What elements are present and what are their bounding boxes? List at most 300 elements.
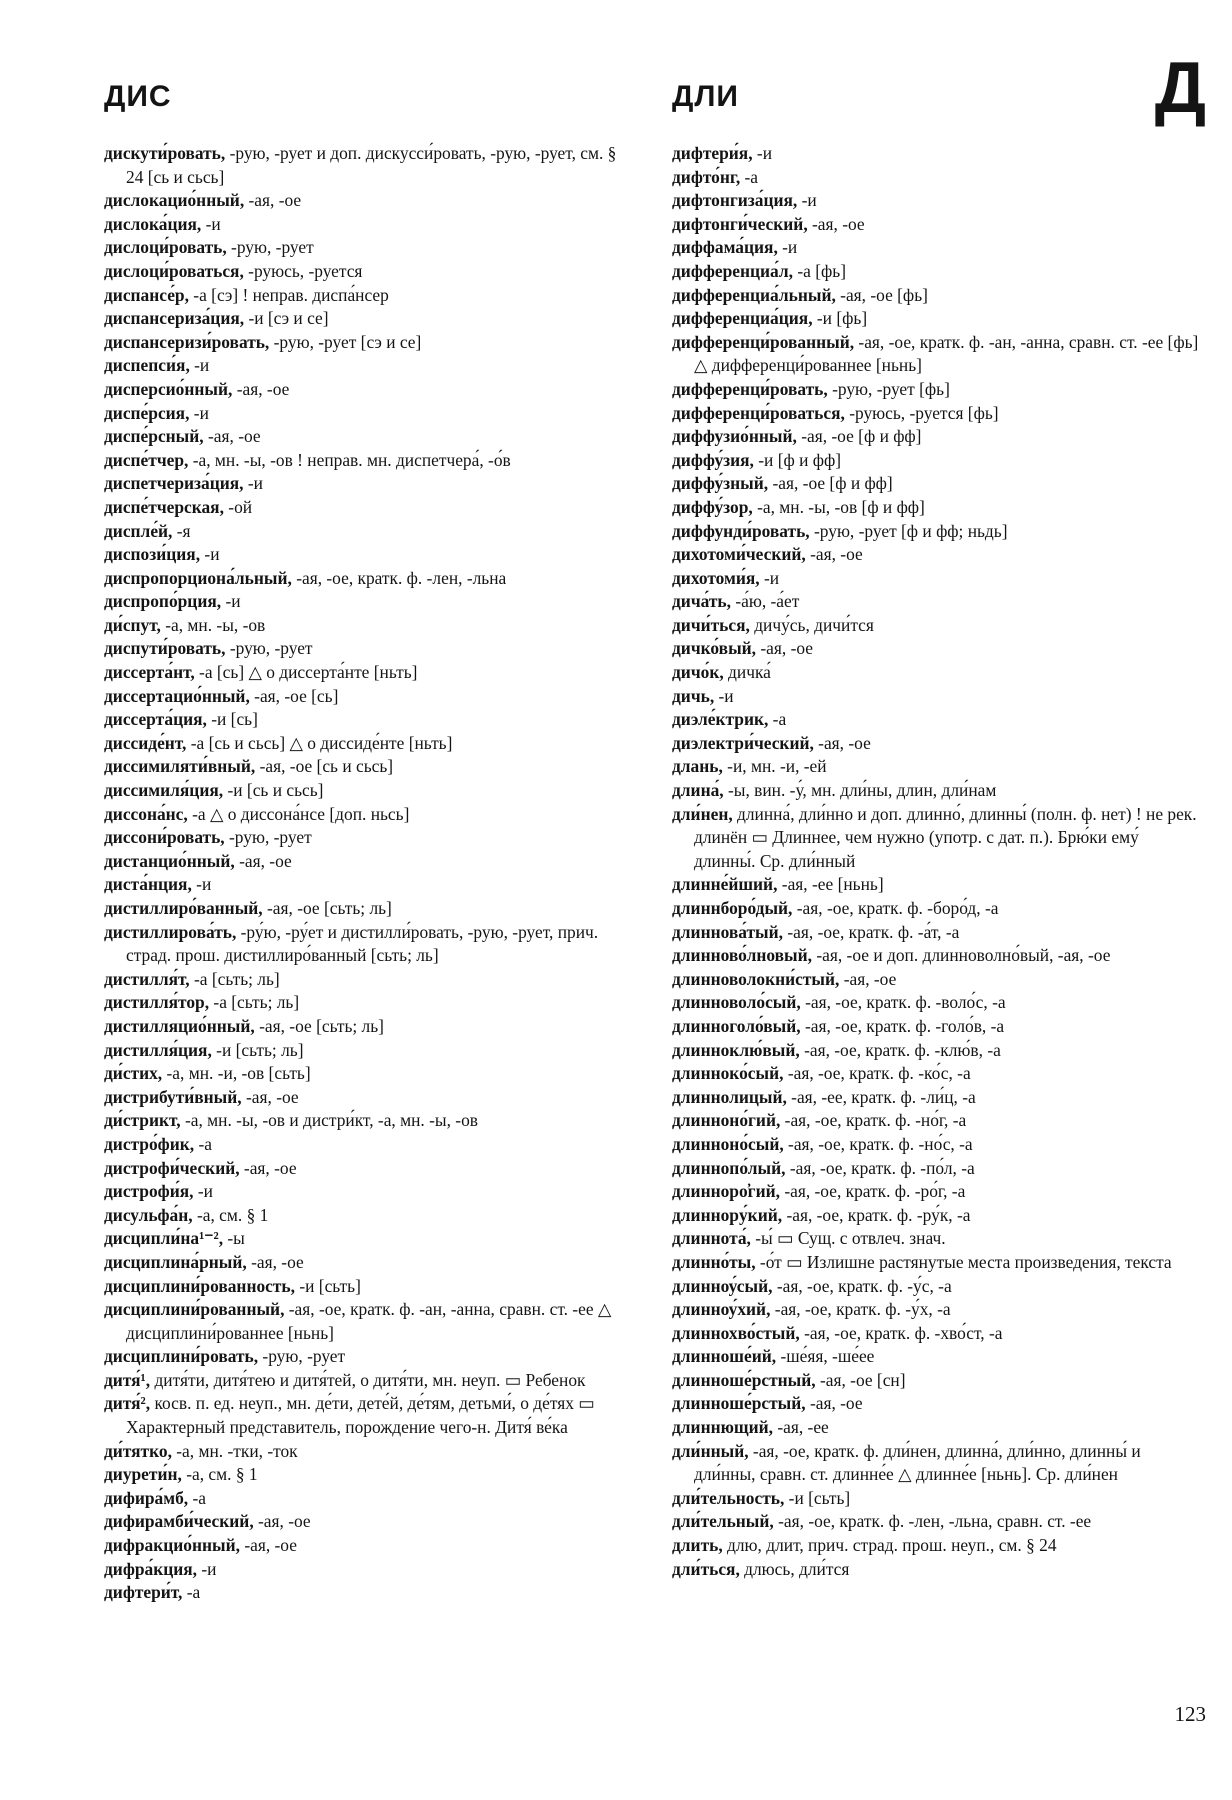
dictionary-entry bbox=[104, 968, 636, 992]
entry-body: -и [фь] bbox=[812, 308, 868, 329]
headword: диспепси́я, bbox=[104, 355, 190, 376]
section-letter: Д bbox=[1154, 48, 1206, 128]
dictionary-entry bbox=[672, 402, 1204, 426]
entry-body: -руюсь, -руется [фь] bbox=[844, 402, 999, 423]
dictionary-entry bbox=[672, 1251, 1204, 1275]
entry-body: -а bbox=[188, 1487, 206, 1508]
dictionary-entry bbox=[672, 449, 1204, 473]
dictionary-entry bbox=[104, 803, 636, 827]
dictionary-entry bbox=[672, 1109, 1204, 1133]
dictionary-entry bbox=[104, 1015, 636, 1039]
dictionary-entry bbox=[672, 1510, 1204, 1534]
dictionary-entry bbox=[104, 1298, 636, 1345]
headword: диспансеризи́ровать, bbox=[104, 331, 270, 352]
dictionary-entry bbox=[672, 189, 1204, 213]
dictionary-entry bbox=[672, 921, 1204, 945]
headword: дифракцио́нный, bbox=[104, 1535, 240, 1556]
dictionary-entry bbox=[104, 425, 636, 449]
headword: диспе́тчерская, bbox=[104, 496, 224, 517]
entry-body: -ая, -ое bbox=[805, 544, 863, 565]
dictionary-entry bbox=[104, 1204, 636, 1228]
headword: дистро́фик, bbox=[104, 1133, 195, 1154]
entry-body: -рую, -рует [сэ и се] bbox=[269, 331, 422, 352]
entry-body: -рую, -рует bbox=[226, 237, 314, 258]
headword: диспропо́рция, bbox=[104, 591, 222, 612]
dictionary-entry bbox=[672, 708, 1204, 732]
headword: длиннова́тый, bbox=[672, 921, 784, 942]
entry-body: -ая, -ое bbox=[232, 378, 290, 399]
dictionary-entry bbox=[104, 873, 636, 897]
headword: длинноголо́вый, bbox=[672, 1015, 801, 1036]
right-column bbox=[672, 142, 1204, 1581]
headword: длань, bbox=[672, 756, 723, 777]
entry-body: длинна́, дли́нно и доп. длинно́, длинны́ (полн. ф. нет) ! не рек. длинён ▭ Длиннее, чем нужно (употр. с дат. п.). Брю́ки ему́ длинны́. Ср. дли́нный bbox=[694, 803, 1197, 871]
headword: диссимиляти́вный, bbox=[104, 756, 256, 777]
dictionary-entry bbox=[104, 590, 636, 614]
entry-body: -и bbox=[189, 355, 210, 376]
dictionary-entry bbox=[104, 779, 636, 803]
entry-body: -ая, -ое [сь] bbox=[249, 685, 339, 706]
entry-body: -и bbox=[189, 402, 209, 423]
headword: дитя́², bbox=[104, 1393, 151, 1414]
entry-body: -ая, -ое [сь и сьсь] bbox=[255, 756, 394, 777]
headword: длинноу́сый, bbox=[672, 1275, 773, 1296]
headword: длинноволо́сый, bbox=[672, 992, 801, 1013]
dictionary-entry bbox=[104, 897, 636, 921]
entry-body: -ая, -ое, кратк. ф. -воло́с, -а bbox=[800, 992, 1006, 1013]
dictionary-entry bbox=[104, 1251, 636, 1275]
headword: дистрибути́вный, bbox=[104, 1086, 242, 1107]
dictionary-entry bbox=[104, 1369, 636, 1393]
entry-body: -ая, -ое, кратк. ф. -но́г, -а bbox=[780, 1110, 967, 1131]
dictionary-entry bbox=[104, 637, 636, 661]
dictionary-entry bbox=[104, 991, 636, 1015]
entry-body: -рую, -рует bbox=[224, 827, 312, 848]
entry-body: -ая, -ое, кратк. ф. -боро́д, -а bbox=[792, 898, 999, 918]
entry-body: -а, мн. -ы, -ов ! неправ. мн. диспетчера́, -о́в bbox=[188, 449, 511, 470]
headword: длиннорo̕гий, bbox=[672, 1181, 780, 1202]
headword: диспути́ровать, bbox=[104, 638, 226, 659]
entry-body: -а, мн. -тки, -ток bbox=[171, 1440, 298, 1461]
dictionary-entry bbox=[672, 873, 1204, 897]
dictionary-entry bbox=[672, 1157, 1204, 1181]
headword: дисциплини́ровать, bbox=[104, 1346, 259, 1367]
headword: дисциплини́рованный, bbox=[104, 1299, 285, 1320]
headword: дистрофи́я, bbox=[104, 1181, 194, 1202]
headword: длиннота́, bbox=[672, 1228, 751, 1249]
dictionary-entry bbox=[672, 1275, 1204, 1299]
entry-body: -ая, -ое, кратк. ф. -лен, -льна bbox=[291, 567, 507, 588]
dictionary-entry bbox=[104, 1440, 636, 1464]
dictionary-entry bbox=[104, 1487, 636, 1511]
headword: дистилля́ция, bbox=[104, 1039, 212, 1060]
headword: дича́ть, bbox=[672, 591, 731, 612]
headword: дискути́ровать, bbox=[104, 143, 226, 163]
dictionary-entry bbox=[672, 236, 1204, 260]
dictionary-entry bbox=[672, 1298, 1204, 1322]
headword: дифтери́т, bbox=[104, 1582, 183, 1603]
entry-body: -ая, -ое bbox=[239, 1157, 297, 1178]
dictionary-entry bbox=[672, 142, 1204, 166]
entry-body: -а, мн. -ы, -ов bbox=[160, 614, 266, 635]
headword: диурети́н, bbox=[104, 1464, 182, 1485]
dictionary-entry bbox=[672, 637, 1204, 661]
entry-body: -а △ о диссона́нсе [доп. ньсь] bbox=[187, 803, 410, 824]
dictionary-entry bbox=[104, 284, 636, 308]
headword: диспози́ция, bbox=[104, 544, 201, 565]
entry-body: -и bbox=[752, 143, 773, 163]
entry-body: -рую, -рует [ф и фф; ньдь] bbox=[809, 520, 1008, 541]
entry-body: -ая, -ое, кратк. ф. -клю́в, -а bbox=[799, 1039, 1001, 1060]
entry-body: -ая, -ое, кратк. ф. -ро́г, -а bbox=[779, 1181, 966, 1202]
dictionary-entry bbox=[672, 1534, 1204, 1558]
headword: длиннборо́дый, bbox=[672, 898, 793, 918]
dictionary-entry bbox=[672, 331, 1204, 378]
headword: длинноко́сый, bbox=[672, 1063, 784, 1084]
headword: дисципли́на¹⁻², bbox=[104, 1228, 224, 1249]
entry-body: -и [сьть] bbox=[294, 1275, 361, 1296]
headword: дифференци́роваться, bbox=[672, 402, 845, 423]
entry-body: -и [сэ и се] bbox=[244, 308, 329, 329]
headword: дисперсио́нный, bbox=[104, 378, 233, 399]
entry-body: -и, мн. -и, -ей bbox=[722, 756, 827, 777]
headword: диэле́ктрик, bbox=[672, 709, 769, 730]
headword: длинноше́рстый, bbox=[672, 1393, 806, 1414]
headword: длинно́ты, bbox=[672, 1251, 756, 1272]
entry-body: дичка́ bbox=[723, 662, 771, 683]
entry-body: -и bbox=[200, 544, 220, 565]
headword: длиннохво́стый, bbox=[672, 1322, 800, 1343]
entry-body: -и bbox=[243, 473, 263, 494]
entry-body: -ая, -ое, кратк. ф. -ан, -анна, сравн. ст. -ее [фь] △ дифференци́рованнее [ньнь] bbox=[694, 331, 1199, 376]
dictionary-entry bbox=[104, 1157, 636, 1181]
dictionary-entry bbox=[672, 166, 1204, 190]
entry-body: -а bbox=[768, 709, 787, 730]
dictionary-entry bbox=[104, 260, 636, 284]
dictionary-entry bbox=[104, 685, 636, 709]
entry-body: -ы́ ▭ Сущ. с отвлеч. знач. bbox=[750, 1228, 946, 1249]
headword: диссертацио́нный, bbox=[104, 685, 250, 706]
entry-body: -а [фь] bbox=[793, 260, 847, 281]
dictionary-entry bbox=[104, 1534, 636, 1558]
dictionary-entry bbox=[104, 1581, 636, 1605]
entry-body: -рую, -рует bbox=[225, 638, 313, 659]
headword: длиннолицый, bbox=[672, 1086, 787, 1107]
entry-body: дичу́сь, дичи́тся bbox=[749, 614, 874, 635]
headword: длинноклю́вый, bbox=[672, 1039, 800, 1060]
dictionary-entry bbox=[672, 614, 1204, 638]
headword: длиннопо́лый, bbox=[672, 1157, 786, 1178]
dictionary-entry bbox=[672, 307, 1204, 331]
headword: дичко́вый, bbox=[672, 638, 757, 659]
entry-body: длюсь, дли́тся bbox=[739, 1558, 850, 1579]
headword: ди́стих, bbox=[104, 1063, 163, 1084]
headword: дитя́¹, bbox=[104, 1369, 151, 1390]
dictionary-entry bbox=[672, 1133, 1204, 1157]
headword: дифтери́я, bbox=[672, 143, 753, 163]
dictionary-entry bbox=[104, 1392, 636, 1439]
dictionary-entry bbox=[672, 1015, 1204, 1039]
headword: диффу́зный, bbox=[672, 473, 769, 494]
entry-body: -руюсь, -руется bbox=[243, 260, 363, 281]
dictionary-entry bbox=[672, 1086, 1204, 1110]
dictionary-entry bbox=[104, 1109, 636, 1133]
entry-body: -ая, -ое, кратк. ф. -но́с, -а bbox=[783, 1133, 973, 1154]
dictionary-entry bbox=[104, 614, 636, 638]
dictionary-entry bbox=[672, 1558, 1204, 1582]
entry-body: -и bbox=[193, 1181, 213, 1202]
headword: дисциплина́рный, bbox=[104, 1251, 247, 1272]
entry-body: -ая, -ое bbox=[805, 1393, 863, 1414]
dictionary-entry bbox=[104, 1086, 636, 1110]
entry-body: косв. п. ед. неуп., мн. де́ти, дете́й, де́тям, детьми́, о де́тях ▭ Характерный представитель, порождение чего-н. Дитя́ ве́ка bbox=[126, 1393, 595, 1438]
entry-body: -ая, -ое [сьть; ль] bbox=[262, 898, 392, 918]
entry-body: -ше́яя, -ше́ее bbox=[776, 1346, 875, 1367]
headword: дифтонгиза́ция, bbox=[672, 190, 798, 211]
entry-body: -ая, -ее, кратк. ф. -ли́ц, -а bbox=[786, 1086, 976, 1107]
headword: диспропорциона́льный, bbox=[104, 567, 292, 588]
dictionary-entry bbox=[672, 1322, 1204, 1346]
headword: диспансе́р, bbox=[104, 284, 189, 305]
headword: диссерта́ция, bbox=[104, 709, 207, 730]
headword: диста́нция, bbox=[104, 874, 192, 895]
header-right: ДЛИ bbox=[672, 80, 739, 113]
dictionary-entry bbox=[104, 142, 636, 189]
dictionary-entry bbox=[104, 921, 636, 968]
headword: длинноно́сый, bbox=[672, 1133, 784, 1154]
dictionary-entry bbox=[672, 590, 1204, 614]
entry-body: -ая, -ое bbox=[807, 213, 865, 234]
headword: дистанцио́нный, bbox=[104, 850, 235, 871]
headword: диспле́й, bbox=[104, 520, 173, 541]
headword: дли́нен, bbox=[672, 803, 733, 824]
header-left: ДИС bbox=[104, 80, 172, 113]
entry-body: -ая, -ое bbox=[239, 1535, 297, 1556]
dictionary-entry bbox=[104, 1345, 636, 1369]
dictionary-entry bbox=[672, 1440, 1204, 1487]
entry-body: -и [сьть] bbox=[784, 1487, 851, 1508]
entry-body: -рую, -рует [фь] bbox=[827, 378, 950, 399]
headword: диффу́зия, bbox=[672, 449, 754, 470]
headword: дислоци́ровать, bbox=[104, 237, 227, 258]
headword: длинноpу́кий, bbox=[672, 1204, 783, 1225]
headword: диффузио́нный, bbox=[672, 426, 797, 447]
dictionary-entry bbox=[672, 213, 1204, 237]
headword: ди́тятко, bbox=[104, 1440, 172, 1461]
dictionary-entry bbox=[672, 1062, 1204, 1086]
entry-body: -и bbox=[759, 567, 780, 588]
headword: диссони́ровать, bbox=[104, 827, 225, 848]
dictionary-entry bbox=[672, 968, 1204, 992]
dictionary-entry bbox=[672, 779, 1204, 803]
dictionary-entry bbox=[672, 661, 1204, 685]
headword: длинноше́ий, bbox=[672, 1346, 777, 1367]
headword: длинново́лновый, bbox=[672, 945, 812, 966]
dictionary-entry bbox=[104, 755, 636, 779]
entry-body: -и bbox=[197, 1558, 217, 1579]
entry-body: -ая, -ое [сьть; ль] bbox=[254, 1015, 384, 1036]
entry-body: -ая, -ое, кратк. ф. -ко́с, -а bbox=[783, 1063, 971, 1084]
headword: дифтонги́ческий, bbox=[672, 213, 808, 234]
entry-body: -ая, -ее bbox=[772, 1417, 829, 1438]
headword: дичи́ться, bbox=[672, 614, 750, 635]
entry-body: -ая, -ое bbox=[756, 638, 813, 659]
headword: диссерта́нт, bbox=[104, 662, 195, 683]
entry-body: -а, мн. -и, -ов [сьть] bbox=[162, 1063, 311, 1084]
dictionary-entry bbox=[104, 1558, 636, 1582]
dictionary-entry bbox=[104, 472, 636, 496]
headword: диффу́зор, bbox=[672, 496, 753, 517]
headword: дифирамби́ческий, bbox=[104, 1511, 254, 1532]
headword: диффунди́ровать, bbox=[672, 520, 810, 541]
entry-body: -а, мн. -ы, -ов и дистри́кт, -а, мн. -ы, -ов bbox=[180, 1110, 478, 1131]
entry-body: -я bbox=[172, 520, 191, 541]
entry-body: -и bbox=[777, 237, 798, 258]
headword: дистилля́т, bbox=[104, 968, 190, 989]
dictionary-entry bbox=[672, 1416, 1204, 1440]
entry-body: -ая, -ое, кратк. ф. -ан, -анна, сравн. ст. -ее △ дисциплини́рованнее [ньнь] bbox=[126, 1299, 612, 1343]
headword: дислоци́роваться, bbox=[104, 260, 244, 281]
headword: длина́, bbox=[672, 780, 724, 801]
headword: дифто́нг, bbox=[672, 166, 741, 187]
entry-body: дитя́ти, дитя́тею и дитя́тей, о дитя́ти, мн. неуп. ▭ Ребенок bbox=[150, 1369, 586, 1390]
dictionary-entry bbox=[104, 732, 636, 756]
dictionary-entry bbox=[104, 826, 636, 850]
headword: длинне́йший, bbox=[672, 874, 778, 895]
headword: дислока́ция, bbox=[104, 213, 202, 234]
headword: длинноу́хий, bbox=[672, 1299, 771, 1320]
entry-body: -ая, -ое, кратк. ф. дли́нен, длинна́, дли́нно, длинны́ и дли́нны, сравн. ст. длинне́е △ длинне́е [ньнь]. Ср. дли́нен bbox=[694, 1440, 1141, 1485]
headword: дифира́мб, bbox=[104, 1487, 189, 1508]
dictionary-entry bbox=[104, 661, 636, 685]
dictionary-entry bbox=[672, 378, 1204, 402]
headword: дичо́к, bbox=[672, 662, 724, 683]
entry-body: -ая, -ое, кратк. ф. -хво́ст, -а bbox=[799, 1322, 1003, 1343]
entry-body: -ой bbox=[223, 496, 253, 517]
dictionary-entry bbox=[672, 1227, 1204, 1251]
entry-body: -ая, -ое, кратк. ф. -у́х, -а bbox=[770, 1299, 951, 1320]
entry-body: -а [сь] △ о диссерта́нте [ньть] bbox=[194, 662, 418, 683]
left-column bbox=[104, 142, 636, 1605]
dictionary-entry bbox=[672, 803, 1204, 874]
dictionary-entry bbox=[104, 213, 636, 237]
dictionary-entry bbox=[672, 732, 1204, 756]
headword: дифференциа́л, bbox=[672, 260, 794, 281]
entry-body: -ая, -ое bbox=[813, 732, 871, 753]
headword: дифференци́ровать, bbox=[672, 378, 828, 399]
dictionary-entry bbox=[672, 1345, 1204, 1369]
headword: длиннющий, bbox=[672, 1417, 773, 1438]
headword: дли́тельный, bbox=[672, 1511, 774, 1532]
entry-body: -ру́ю, -ру́ет и дистилли́ровать, -рую, -рует, прич. страд. прош. дистиллиро́ванный [сьть; ль] bbox=[126, 921, 599, 966]
entry-body: -и bbox=[191, 874, 212, 895]
entry-body: -и [сь и сьсь] bbox=[223, 780, 324, 801]
entry-body: -ая, -ое [ф и фф] bbox=[768, 473, 893, 494]
headword: дисциплини́рованность, bbox=[104, 1275, 295, 1296]
headword: диспе́рсный, bbox=[104, 426, 204, 447]
entry-body: -и bbox=[201, 213, 221, 234]
dictionary-entry bbox=[104, 189, 636, 213]
dictionary-entry bbox=[104, 1039, 636, 1063]
entry-body: -ая, -ое [фь] bbox=[835, 284, 928, 305]
dictionary-entry bbox=[672, 520, 1204, 544]
dictionary-entry bbox=[672, 567, 1204, 591]
dictionary-entry bbox=[672, 1487, 1204, 1511]
page-number: 123 bbox=[1174, 1702, 1206, 1726]
entry-body: -ая, -ое bbox=[241, 1086, 299, 1107]
headword: дифференциа́льный, bbox=[672, 284, 836, 305]
dictionary-entry bbox=[104, 708, 636, 732]
headword: дистиллирова́ть, bbox=[104, 921, 237, 942]
dictionary-entry bbox=[104, 1062, 636, 1086]
entry-body: -ая, -ое, кратк. ф. -голо́в, -а bbox=[800, 1015, 1005, 1036]
entry-body: -ая, -ое bbox=[253, 1511, 311, 1532]
entry-body: -и bbox=[714, 685, 734, 706]
headword: диффама́ция, bbox=[672, 237, 778, 258]
headword: диспетчериза́ция, bbox=[104, 473, 244, 494]
entry-body: -и [сьть; ль] bbox=[211, 1039, 304, 1060]
headword: ди́спут, bbox=[104, 614, 161, 635]
headword: дли́нный, bbox=[672, 1440, 749, 1461]
dictionary-entry bbox=[104, 449, 636, 473]
dictionary-entry bbox=[104, 1463, 636, 1487]
dictionary-entry bbox=[104, 1180, 636, 1204]
dictionary-entry bbox=[672, 1369, 1204, 1393]
dictionary-entry bbox=[104, 520, 636, 544]
entry-body: -ая, -ое bbox=[246, 1251, 304, 1272]
entry-body: -ая, -ое bbox=[839, 968, 897, 989]
entry-body: -а [сьть; ль] bbox=[189, 968, 280, 989]
dictionary-entry bbox=[104, 307, 636, 331]
headword: дистилля́тор, bbox=[104, 992, 210, 1013]
headword: длинноволокни́стый, bbox=[672, 968, 840, 989]
entry-body: -ая, -ое, кратк. ф. -ру́к, -а bbox=[782, 1204, 971, 1225]
headword: дистрофи́ческий, bbox=[104, 1157, 240, 1178]
headword: дихотоми́ческий, bbox=[672, 544, 806, 565]
entry-body: -ая, -ое, кратк. ф. -у́с, -а bbox=[772, 1275, 952, 1296]
headword: длинноше́рстный, bbox=[672, 1369, 816, 1390]
dictionary-entry bbox=[104, 1275, 636, 1299]
headword: дислокацио́нный, bbox=[104, 190, 245, 211]
entry-body: -ая, -ое и доп. длинноволно́вый, -ая, -ое bbox=[812, 945, 1111, 966]
headword: диспансериза́ция, bbox=[104, 308, 245, 329]
headword: дистилляцио́нный, bbox=[104, 1015, 255, 1036]
headword: диссиде́нт, bbox=[104, 732, 187, 753]
entry-body: -и bbox=[797, 190, 817, 211]
dictionary-entry bbox=[672, 991, 1204, 1015]
dictionary-entry bbox=[672, 1039, 1204, 1063]
entry-body: -а, см. § 1 bbox=[192, 1204, 269, 1225]
headword: диспе́тчер, bbox=[104, 449, 189, 470]
dictionary-entry bbox=[672, 472, 1204, 496]
dictionary-entry bbox=[104, 378, 636, 402]
dictionary-entry bbox=[104, 850, 636, 874]
entry-body: -ая, -ое bbox=[234, 850, 292, 871]
dictionary-entry bbox=[672, 755, 1204, 779]
headword: дифференци́рованный, bbox=[672, 331, 855, 352]
dictionary-entry bbox=[104, 1133, 636, 1157]
entry-body: -и [сь] bbox=[206, 709, 258, 730]
entry-body: -ая, -ое bbox=[203, 426, 261, 447]
dictionary-entry bbox=[104, 543, 636, 567]
dictionary-entry bbox=[672, 1204, 1204, 1228]
dictionary-entry bbox=[104, 354, 636, 378]
entry-body: -а [сьть; ль] bbox=[209, 992, 300, 1013]
headword: диссона́нс, bbox=[104, 803, 188, 824]
headword: дифра́кция, bbox=[104, 1558, 198, 1579]
entry-body: -ая, -ое [ф и фф] bbox=[796, 426, 922, 447]
dictionary-entry bbox=[672, 496, 1204, 520]
